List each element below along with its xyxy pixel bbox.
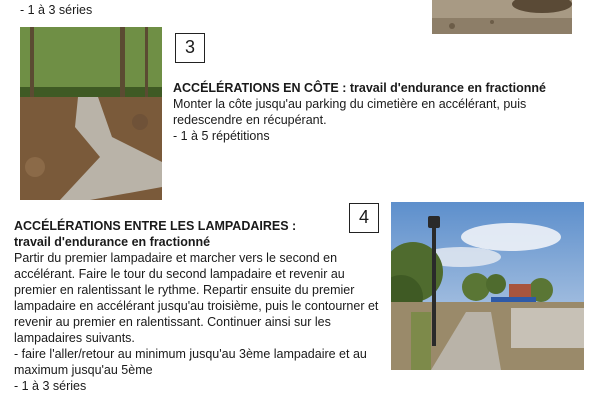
park-lamppost-photo xyxy=(391,202,584,370)
forest-path-photo xyxy=(20,27,162,200)
section-4-series: - 1 à 3 séries xyxy=(14,379,87,393)
section-4-detail: - faire l'aller/retour au minimum jusqu'au 3ème lampadaire et au maximum jusqu'au 5ème xyxy=(14,347,367,377)
section-4-title-line2: travail d'endurance en fractionné xyxy=(14,235,211,249)
section-4-body: Partir du premier lampadaire et marcher vers le second en accélérant. Faire le tour du second lampadaire et revenir au premier en ralentissant le rythme. Repartir ensuite du premier lampadaire en accélérant jusqu'au troisième, puis le contourner et revenir au premier en ralentissant. Continuer ainsi sur les lampadaires suivants. xyxy=(14,251,379,345)
section-4-title-line1: ACCÉLÉRATIONS ENTRE LES LAMPADAIRES : xyxy=(14,219,297,233)
previous-section-photo xyxy=(432,0,572,34)
previous-series-line: - 1 à 3 séries xyxy=(20,3,93,17)
section-number-4: 4 xyxy=(349,203,379,233)
section-3-body: Monter la côte jusqu'au parking du cimetière en accélérant, puis redescendre en récupérant. xyxy=(173,97,527,127)
section-number-3: 3 xyxy=(175,33,205,63)
section-3-title: ACCÉLÉRATIONS EN CÔTE : travail d'endurance en fractionné xyxy=(173,81,546,95)
section-3-text xyxy=(173,80,583,144)
section-3-reps: - 1 à 5 répétitions xyxy=(173,129,270,143)
section-4-text xyxy=(14,218,386,394)
